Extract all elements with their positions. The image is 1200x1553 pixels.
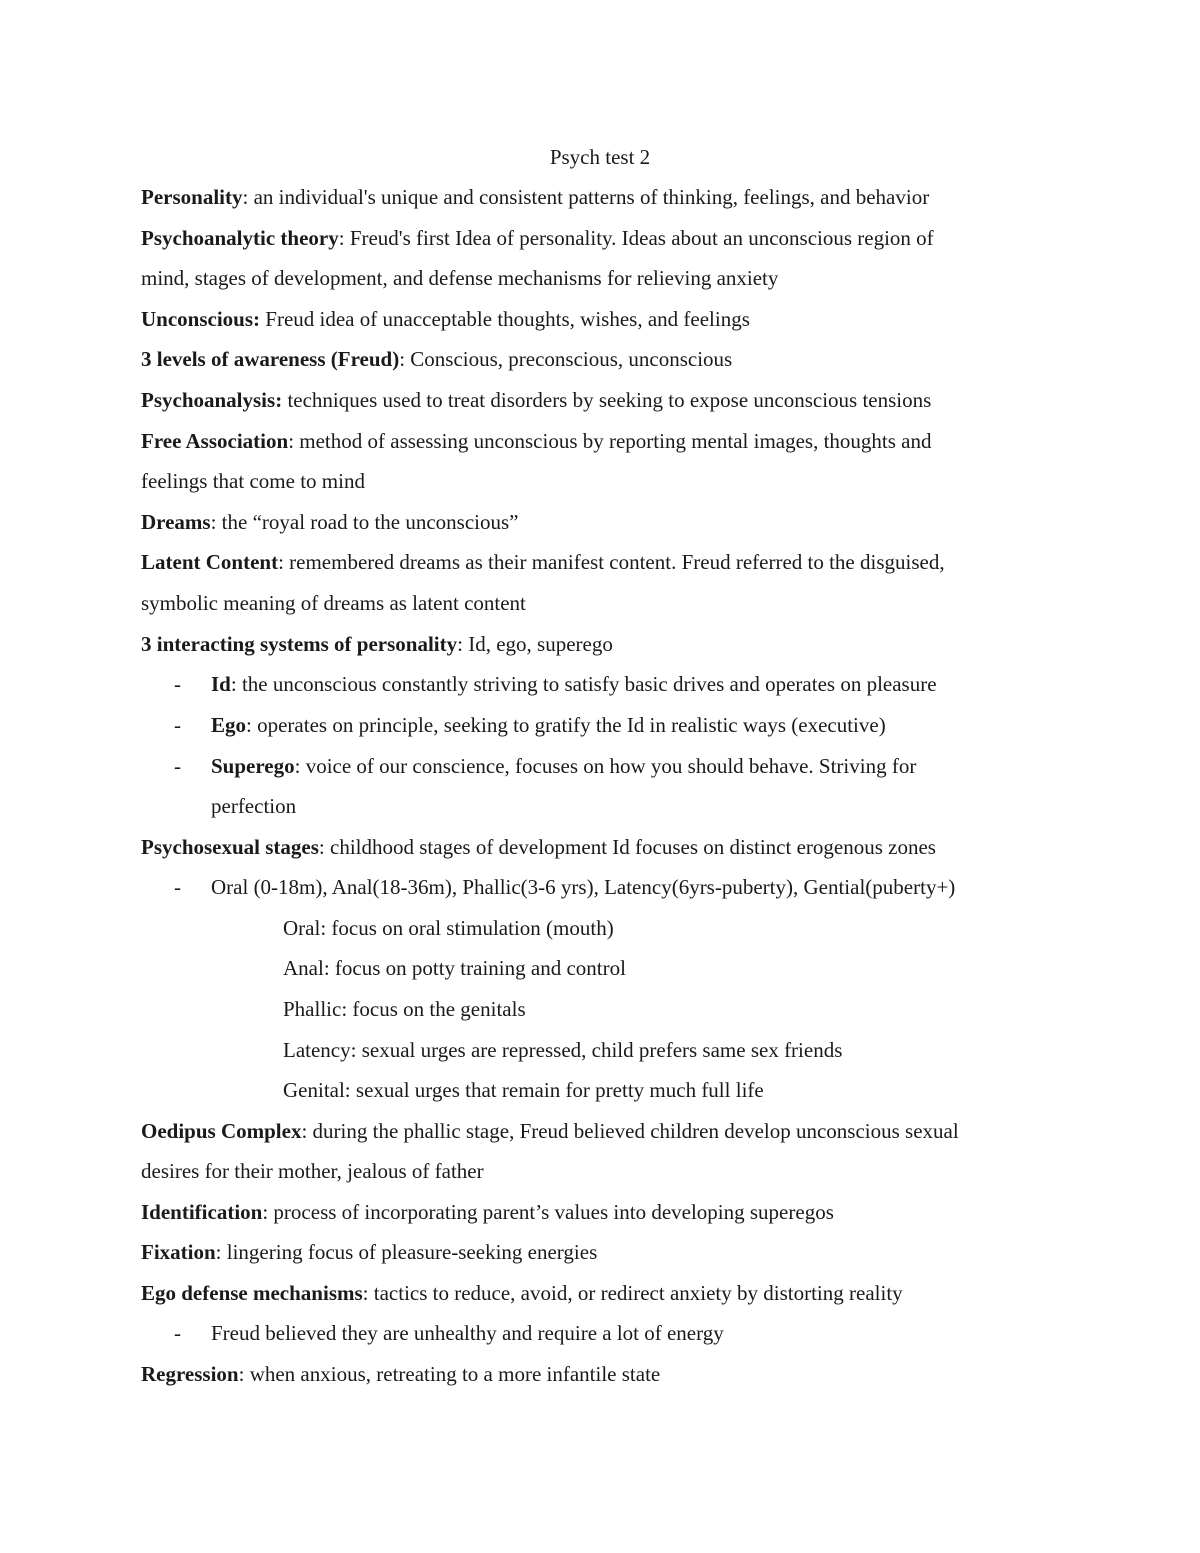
term: Psychoanalytic theory [141, 226, 339, 250]
stage-phallic: Phallic: focus on the genitals [283, 997, 526, 1021]
term: Latent Content [141, 550, 279, 574]
term: Regression [141, 1362, 239, 1386]
entry-latent-content-continued: symbolic meaning of dreams as latent content [141, 591, 526, 615]
term: 3 interacting systems of personality [141, 632, 458, 656]
document-title: Psych test 2 [549, 145, 651, 169]
entry-fixation [141, 1239, 1081, 1265]
entry-unconscious [141, 306, 1081, 332]
term: Free Association [141, 429, 289, 453]
entry-free-association [141, 428, 1081, 454]
term: Dreams [141, 510, 211, 534]
bullet-marker: - [174, 713, 181, 737]
entry-psychosexual-stages [141, 834, 1081, 860]
bullet-freud-belief: Freud believed they are unhealthy and require a lot of energy [211, 1321, 724, 1345]
definition: : when anxious, retreating to a more infantile state [238, 1362, 661, 1386]
definition: : childhood stages of development Id focuses on distinct erogenous zones [318, 835, 936, 859]
definition: Freud idea of unacceptable thoughts, wishes, and feelings [260, 307, 750, 331]
term: Ego [211, 713, 247, 737]
term: Fixation [141, 1240, 216, 1264]
term: Ego defense mechanisms [141, 1281, 363, 1305]
entry-psychoanalytic-theory [141, 225, 1081, 251]
entry-latent-content [141, 549, 1081, 575]
entry-regression [141, 1361, 1081, 1387]
stage-genital: Genital: sexual urges that remain for pretty much full life [283, 1078, 764, 1102]
term: Id [211, 672, 231, 696]
definition: : Conscious, preconscious, unconscious [399, 347, 733, 371]
definition: : Id, ego, superego [457, 632, 613, 656]
definition: : voice of our conscience, focuses on how you should behave. Striving for [294, 754, 917, 778]
term: Identification [141, 1200, 263, 1224]
entry-interacting-systems [141, 631, 1081, 657]
stage-latency: Latency: sexual urges are repressed, child prefers same sex friends [283, 1038, 843, 1062]
definition: : during the phallic stage, Freud believed children develop unconscious sexual [301, 1119, 959, 1143]
entry-personality [141, 184, 1081, 210]
definition: : method of assessing unconscious by reporting mental images, thoughts and [288, 429, 932, 453]
term: Superego [211, 754, 295, 778]
definition: techniques used to treat disorders by seeking to expose unconscious tensions [282, 388, 932, 412]
entry-identification [141, 1199, 1081, 1225]
entry-levels-of-awareness [141, 346, 1081, 372]
entry-psychoanalysis [141, 387, 1081, 413]
definition: : an individual's unique and consistent patterns of thinking, feelings, and behavior [242, 185, 930, 209]
entry-free-association-continued: feelings that come to mind [141, 469, 365, 493]
stage-oral: Oral: focus on oral stimulation (mouth) [283, 916, 614, 940]
bullet-superego [211, 753, 1151, 779]
term: Psychoanalysis: [141, 388, 283, 412]
bullet-stages-list: Oral (0-18m), Anal(18-36m), Phallic(3-6 yrs), Latency(6yrs-puberty), Gential(puberty+) [211, 875, 956, 899]
bullet-marker: - [174, 672, 181, 696]
bullet-ego [211, 712, 1151, 738]
term: Unconscious: [141, 307, 261, 331]
entry-oedipus-complex [141, 1118, 1081, 1144]
definition: : remembered dreams as their manifest content. Freud referred to the disguised, [278, 550, 945, 574]
definition: : lingering focus of pleasure-seeking energies [215, 1240, 598, 1264]
bullet-superego-continued: perfection [211, 794, 297, 818]
term: Psychosexual stages [141, 835, 319, 859]
term: 3 levels of awareness (Freud) [141, 347, 400, 371]
definition: : tactics to reduce, avoid, or redirect anxiety by distorting reality [362, 1281, 903, 1305]
entry-ego-defense-mechanisms [141, 1280, 1081, 1306]
bullet-marker: - [174, 1321, 181, 1345]
entry-oedipus-complex-continued: desires for their mother, jealous of father [141, 1159, 484, 1183]
definition: : operates on principle, seeking to gratify the Id in realistic ways (executive) [246, 713, 886, 737]
bullet-id [211, 671, 1151, 697]
stage-anal: Anal: focus on potty training and control [283, 956, 626, 980]
definition: : the “royal road to the unconscious” [210, 510, 519, 534]
entry-dreams [141, 509, 1081, 535]
bullet-marker: - [174, 754, 181, 778]
term: Oedipus Complex [141, 1119, 302, 1143]
term: Personality [141, 185, 243, 209]
definition: : the unconscious constantly striving to satisfy basic drives and operates on pleasure [230, 672, 937, 696]
definition: : process of incorporating parent’s values into developing superegos [262, 1200, 834, 1224]
bullet-marker: - [174, 875, 181, 899]
entry-psychoanalytic-theory-continued: mind, stages of development, and defense mechanisms for relieving anxiety [141, 266, 779, 290]
definition: : Freud's first Idea of personality. Ideas about an unconscious region of [338, 226, 934, 250]
